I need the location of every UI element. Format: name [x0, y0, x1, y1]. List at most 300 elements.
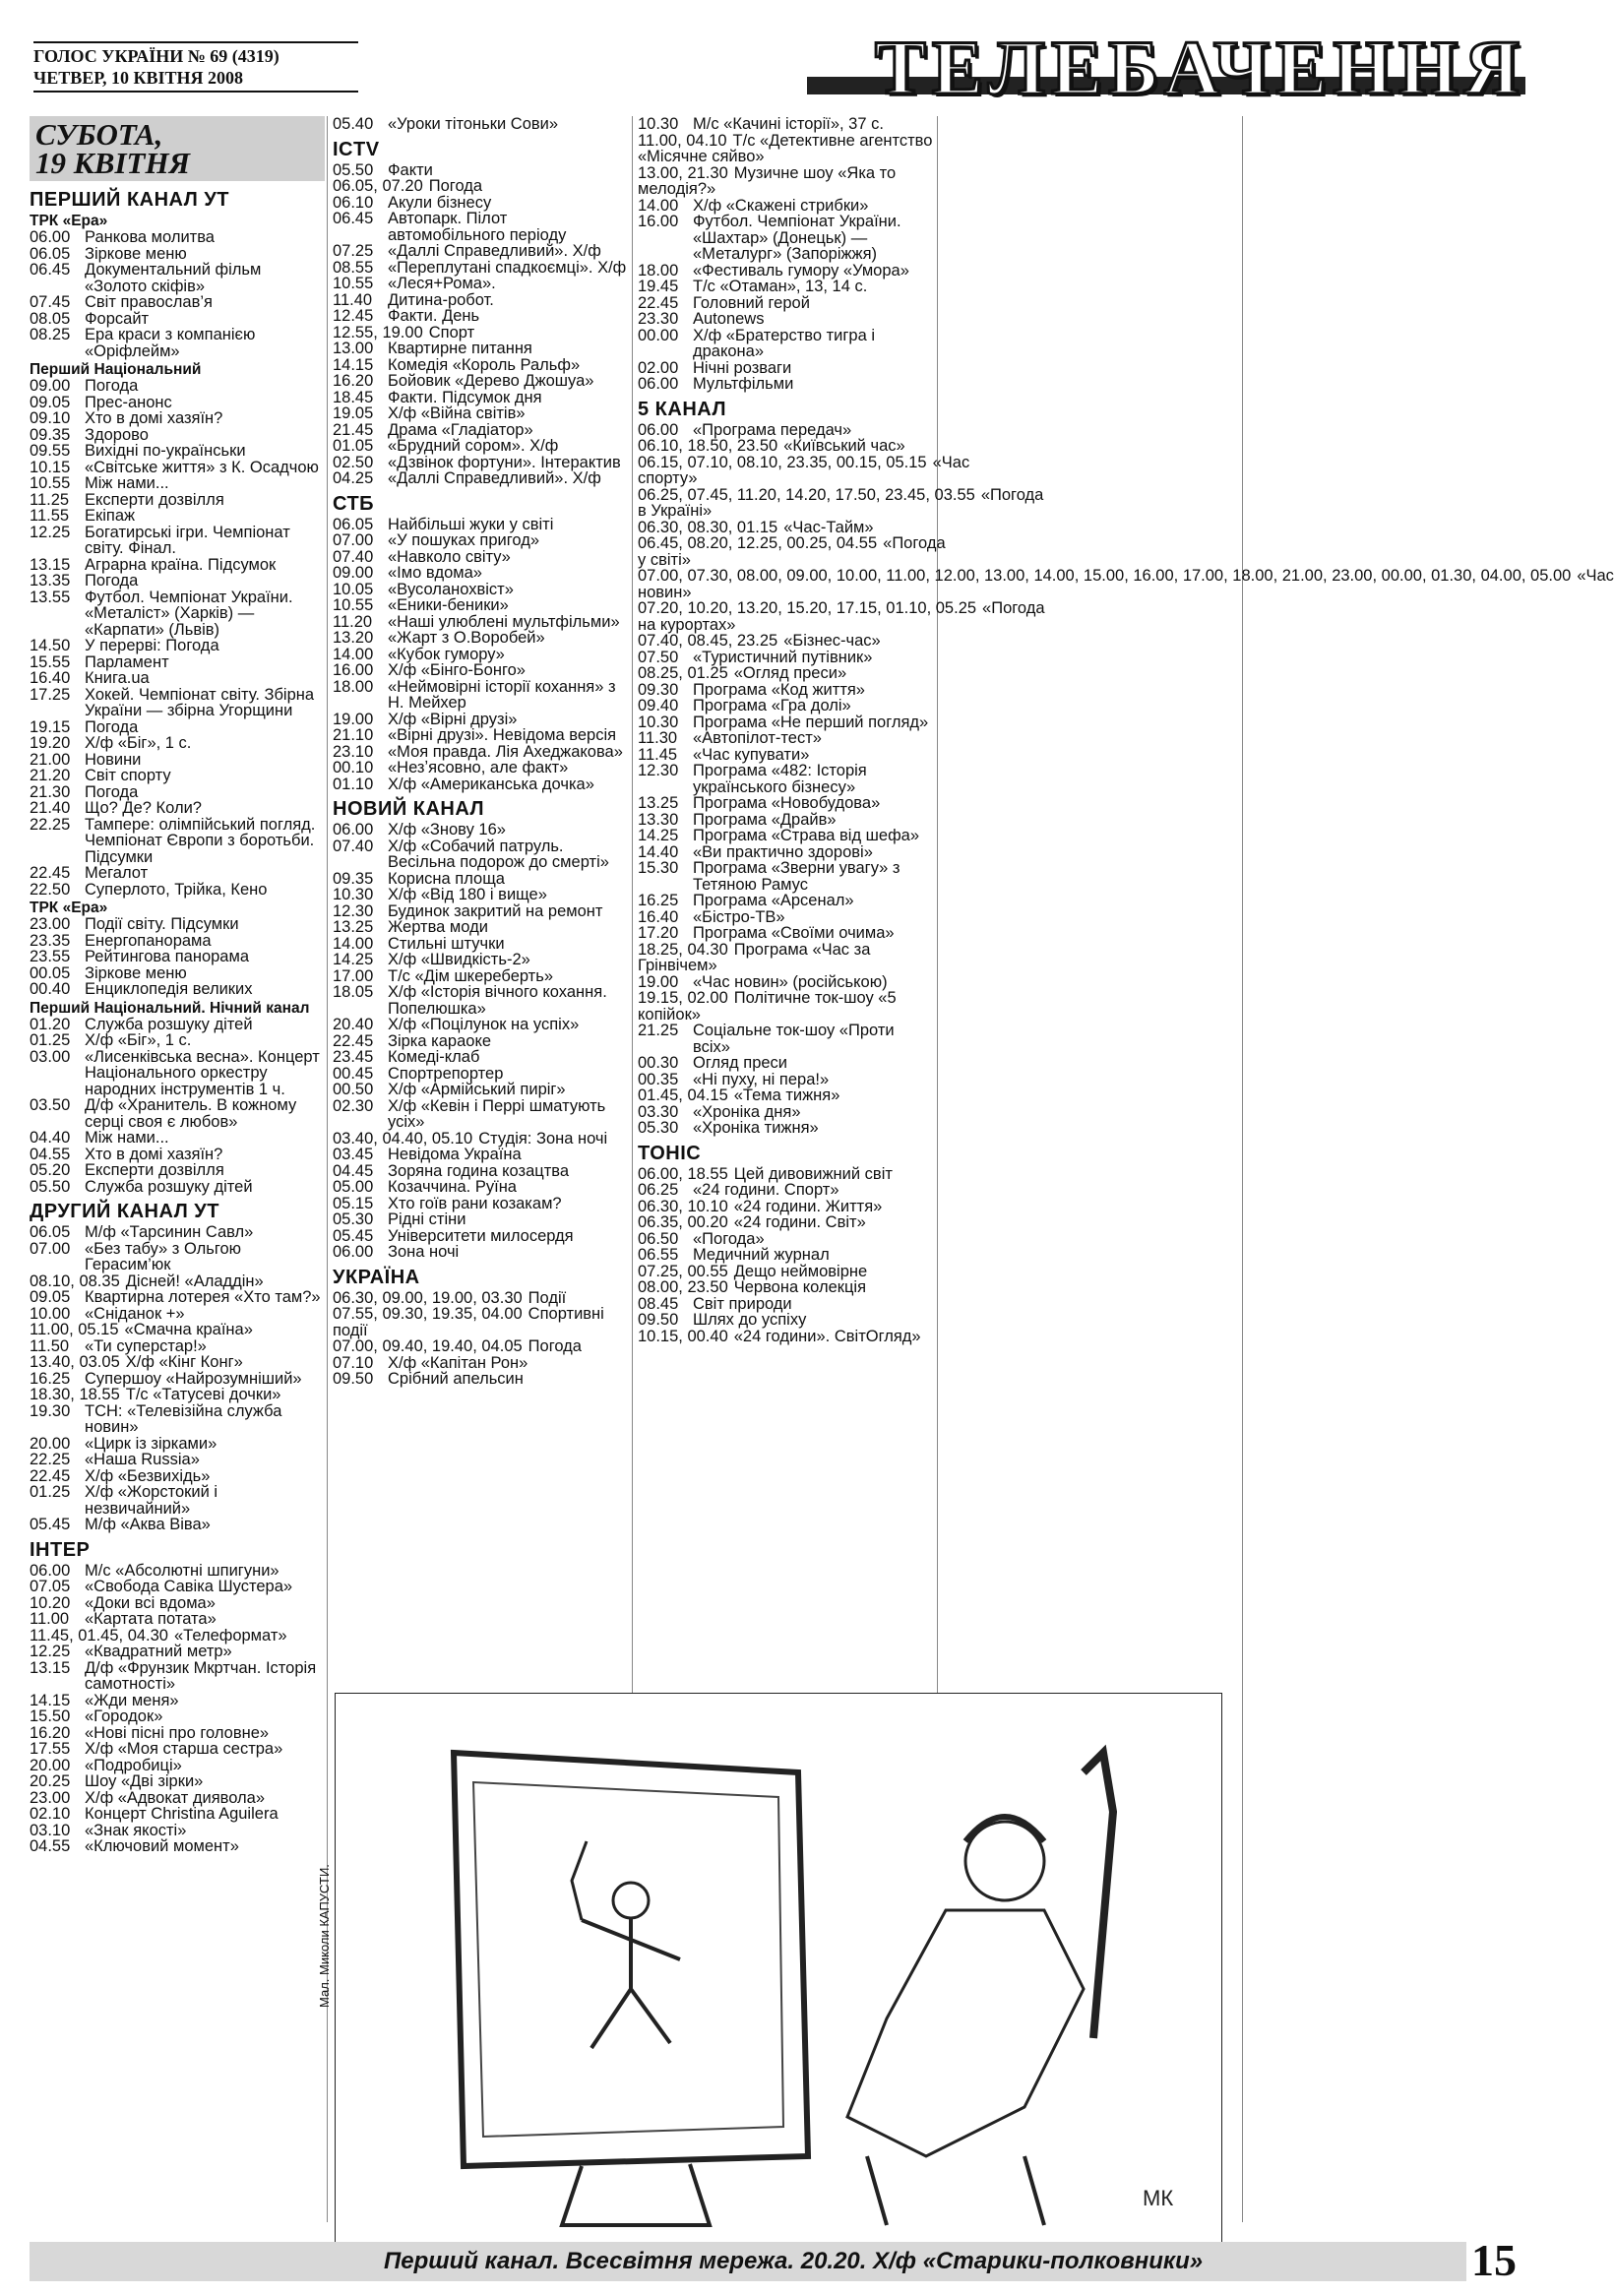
program-title: Факти. Підсумок дня	[388, 388, 542, 406]
program-time: 10.05	[333, 580, 374, 598]
schedule-row	[638, 925, 933, 942]
schedule-row	[333, 614, 628, 631]
program-title: Х/ф «Жорстокий і незвичайний»	[85, 1483, 218, 1518]
schedule-row	[638, 650, 933, 666]
schedule-row	[333, 919, 628, 936]
schedule-row	[30, 1130, 325, 1147]
program-time: 12.45	[333, 307, 374, 325]
schedule-row	[333, 390, 628, 406]
program-time: 11.45	[638, 745, 678, 764]
schedule-row	[30, 916, 325, 933]
program-time: 23.45	[333, 1048, 374, 1066]
schedule-row	[333, 822, 628, 838]
schedule-row	[333, 1179, 628, 1196]
schedule-row	[30, 508, 325, 525]
schedule-row	[30, 1452, 325, 1468]
schedule-list-2	[333, 116, 628, 1388]
schedule-row	[638, 1231, 933, 1248]
program-time: 17.20	[638, 924, 679, 942]
cartoon-drawing	[336, 1694, 1221, 2245]
program-time: 10.30	[638, 115, 679, 133]
program-title: «Погода на курортах»	[638, 599, 1045, 634]
program-title: Аграрна країна. Підсумок	[85, 555, 277, 574]
schedule-row	[30, 1838, 325, 1855]
schedule-row	[30, 1371, 325, 1388]
program-title: Х/ф «Вірні друзі»	[388, 710, 518, 728]
schedule-row	[333, 405, 628, 422]
schedule-row	[333, 276, 628, 292]
program-time: 14.40	[638, 842, 679, 861]
program-title: Зона ночі	[388, 1243, 460, 1261]
program-title: Шлях до успіху	[693, 1311, 807, 1329]
program-time: 22.25	[30, 815, 71, 834]
program-time: 03.30	[638, 1102, 679, 1121]
schedule-row	[638, 812, 933, 829]
program-time: 09.50	[638, 1311, 679, 1329]
schedule-row	[638, 1055, 933, 1072]
program-time: 07.55, 09.30, 19.35, 04.00	[333, 1305, 523, 1323]
program-time: 14.00	[333, 645, 374, 663]
program-title: «Квадратний метр»	[85, 1643, 232, 1660]
program-title: Ера краси з компанією «Оріфлейм»	[85, 326, 256, 360]
program-time: 21.00	[30, 750, 71, 769]
program-time: 20.40	[333, 1016, 374, 1033]
schedule-row	[638, 844, 933, 861]
program-title: «Погода»	[693, 1229, 765, 1248]
schedule-row	[638, 214, 933, 263]
program-title: Мультфільми	[693, 375, 794, 393]
program-time: 07.00	[333, 531, 374, 549]
program-title: «24 години. Світ»	[733, 1213, 866, 1231]
program-time: 11.00, 05.15	[30, 1321, 119, 1338]
program-title: Спортрепортер	[388, 1064, 504, 1083]
program-time: 09.00	[333, 564, 374, 582]
program-title: Д/ф «Хранитель. В кожному серці своя є любов»	[85, 1096, 297, 1131]
schedule-row	[638, 198, 933, 215]
schedule-row	[638, 698, 933, 714]
program-title: Форсайт	[85, 309, 150, 328]
program-time: 06.05	[30, 244, 71, 263]
program-time: 10.15	[30, 458, 71, 476]
program-title: Вихідні по-українськи	[85, 442, 246, 460]
schedule-row	[333, 838, 628, 871]
program-title: Події	[528, 1288, 567, 1307]
program-time: 07.40	[333, 837, 374, 855]
program-title: Бойовик «Дерево Джошуа»	[388, 372, 594, 390]
program-title: Служба розшуку дітей	[85, 1015, 253, 1033]
program-title: Х/ф «Біг», 1 с.	[85, 1031, 192, 1049]
channel-subheading: Перший Національний	[30, 361, 202, 378]
program-title: Т/с «Дім шкереберть»	[388, 966, 554, 985]
program-time: 13.00	[333, 340, 374, 357]
schedule-row	[333, 1244, 628, 1261]
program-time: 00.40	[30, 980, 71, 998]
program-title: Х/ф «Поцілунок на успіх»	[388, 1016, 580, 1033]
program-time: 02.50	[333, 453, 374, 471]
program-title: Дісней! «Аладдін»	[125, 1272, 264, 1290]
program-time: 06.05	[30, 1223, 71, 1241]
program-time: 17.00	[333, 966, 374, 985]
schedule-row	[30, 443, 325, 460]
schedule-row	[30, 1579, 325, 1595]
program-title: Дитина-робот.	[388, 290, 494, 309]
schedule-row	[638, 422, 933, 439]
program-time: 07.20, 10.20, 13.20, 15.20, 17.15, 01.10, 05.25	[638, 599, 977, 617]
schedule-row	[638, 438, 933, 455]
program-time: 13.40, 03.05	[30, 1353, 120, 1371]
program-title: Програма «Драйв»	[693, 810, 837, 829]
program-time: 23.00	[30, 1788, 71, 1807]
schedule-row	[30, 1354, 325, 1371]
program-title: М/ф «Аква Віва»	[85, 1516, 211, 1533]
schedule-row	[30, 1563, 325, 1580]
program-time: 12.25	[30, 1643, 71, 1660]
program-time: 06.30, 09.00, 19.00, 03.30	[333, 1288, 523, 1307]
schedule-row	[30, 817, 325, 866]
program-time: 16.25	[638, 892, 679, 909]
program-time: 11.25	[30, 490, 70, 509]
schedule-row	[638, 974, 933, 991]
program-title: «Жарт з О.Воробей»	[388, 629, 545, 647]
program-title: Т/с «Детективне агентство «Місячне сяйво»	[638, 131, 933, 165]
program-time: 10.30	[638, 713, 679, 731]
program-title: «Ти суперстар!»	[85, 1336, 207, 1355]
program-title: «Нові пісні про головне»	[85, 1723, 270, 1742]
program-time: 20.00	[30, 1756, 71, 1774]
program-title: Autonews	[693, 310, 765, 328]
schedule-row	[333, 116, 628, 133]
schedule-row	[333, 1082, 628, 1098]
program-title: «Неймовірні історії кохання» з Н. Мейхер	[388, 677, 616, 712]
program-time: 08.05	[30, 309, 71, 328]
program-time: 07.40, 08.45, 23.25	[638, 632, 778, 650]
schedule-row	[30, 1517, 325, 1533]
schedule-row	[333, 438, 628, 455]
schedule-row	[30, 654, 325, 671]
schedule-column-1	[30, 116, 325, 1855]
schedule-row	[333, 1163, 628, 1180]
program-title: Медичний журнал	[693, 1246, 830, 1264]
program-time: 00.10	[333, 759, 374, 776]
program-time: 05.45	[30, 1516, 71, 1533]
schedule-row	[333, 1098, 628, 1131]
program-title: Х/ф «Кевін і Перрі шматують усіх»	[388, 1096, 606, 1131]
program-time: 16.20	[333, 372, 374, 390]
program-title: «Картата потата»	[85, 1610, 217, 1628]
program-title: Футбол. Чемпіонат України. «Металіст» (Харків) — «Карпати» (Львів)	[85, 588, 293, 639]
program-time: 13.25	[638, 794, 679, 812]
program-time: 06.05, 07.20	[333, 177, 423, 195]
program-title: Червона колекція	[733, 1278, 867, 1296]
program-title: «Час спорту»	[638, 453, 970, 487]
program-time: 13.35	[30, 572, 71, 590]
schedule-row	[30, 949, 325, 965]
program-title: Х/ф «Братерство тигра і дракона»	[693, 326, 876, 360]
program-time: 10.55	[333, 275, 374, 292]
program-time: 06.00	[30, 228, 71, 246]
schedule-row	[333, 243, 628, 260]
program-title: М/ф «Тарсинин Савл»	[85, 1223, 254, 1241]
program-title: «Леся+Рома».	[388, 275, 496, 292]
schedule-row	[638, 520, 933, 536]
program-time: 23.55	[30, 948, 71, 965]
program-time: 06.30, 08.30, 01.15	[638, 518, 778, 536]
program-time: 05.20	[30, 1161, 71, 1179]
schedule-row	[638, 1166, 933, 1183]
channel-name: ICTV	[333, 138, 380, 160]
program-time: 01.25	[30, 1483, 71, 1501]
schedule-row	[333, 162, 628, 179]
program-time: 05.30	[333, 1210, 374, 1228]
program-title: «Фестиваль гумору «Умора»	[693, 261, 909, 279]
program-title: Між нами...	[85, 1129, 169, 1147]
program-time: 03.10	[30, 1821, 71, 1839]
program-time: 22.25	[30, 1451, 71, 1468]
schedule-row	[638, 133, 933, 165]
schedule-row	[30, 768, 325, 784]
program-title: Рейтингова панорама	[85, 948, 250, 965]
schedule-row	[30, 1823, 325, 1839]
program-title: «Сніданок +»	[85, 1304, 185, 1323]
schedule-row	[30, 1660, 325, 1693]
schedule-row	[30, 557, 325, 574]
program-title: Т/с «Отаман», 13, 14 с.	[693, 278, 868, 295]
program-title: «Доки всі вдома»	[85, 1593, 216, 1612]
program-title: Факти	[388, 160, 433, 179]
program-time: 19.15	[30, 717, 71, 736]
channel-name: СТБ	[333, 492, 375, 515]
program-title: Музичне шоу «Яка то мелодія?»	[638, 163, 897, 198]
program-time: 14.25	[638, 827, 679, 844]
program-time: 15.50	[30, 1707, 71, 1725]
section-title: ТЕЛЕБАЧЕННЯ	[874, 25, 1525, 110]
schedule-row	[333, 662, 628, 679]
schedule-row	[30, 865, 325, 882]
program-title: «Бістро-ТВ»	[693, 907, 785, 926]
program-time: 07.25	[333, 242, 374, 260]
schedule-row	[30, 1644, 325, 1660]
program-title: «Подробиці»	[85, 1756, 182, 1774]
program-time: 06.00	[638, 375, 679, 393]
channel-name: 5 КАНАЛ	[638, 398, 726, 420]
issue-date: ЧЕТВЕР, 10 КВІТНЯ 2008	[33, 68, 244, 88]
schedule-row	[638, 860, 933, 893]
schedule-row	[638, 942, 933, 974]
schedule-row	[30, 1289, 325, 1306]
program-title: Програма «Страва від шефа»	[693, 827, 920, 844]
program-title: «24 години. Спорт»	[693, 1181, 839, 1199]
program-title: «Телеформат»	[173, 1626, 287, 1644]
program-time: 06.25, 07.45, 11.20, 14.20, 17.50, 23.45, 03.55	[638, 485, 975, 504]
schedule-row	[638, 1120, 933, 1137]
schedule-row	[333, 1371, 628, 1388]
schedule-row	[30, 1436, 325, 1453]
schedule-row	[333, 760, 628, 776]
program-title: «Вусоланохвіст»	[388, 580, 514, 598]
program-title: Корисна площа	[388, 869, 505, 888]
program-title: Зірка караоке	[388, 1031, 492, 1050]
schedule-row	[333, 178, 628, 195]
program-title: Квартирна лотерея «Хто там?»	[85, 1288, 321, 1306]
schedule-row	[638, 599, 1045, 634]
program-title: «Кубок гумору»	[388, 645, 505, 663]
schedule-row	[333, 292, 628, 309]
program-time: 11.20	[333, 612, 373, 631]
schedule-row	[30, 1806, 325, 1823]
program-time: 07.25, 00.55	[638, 1262, 728, 1280]
program-title: Програма «482: Історія українського бізнесу»	[693, 762, 867, 796]
schedule-row	[30, 1484, 325, 1517]
program-time: 22.45	[30, 1466, 71, 1485]
program-time: 14.25	[333, 951, 374, 968]
program-title: Факти. День	[388, 307, 480, 325]
schedule-row	[333, 679, 628, 712]
program-time: 07.50	[638, 648, 679, 666]
program-time: 19.30	[30, 1401, 71, 1420]
program-title: Програма «Час за Грінвічем»	[638, 940, 871, 974]
schedule-row	[333, 565, 628, 582]
program-time: 04.25	[333, 469, 374, 487]
program-time: 16.40	[30, 669, 71, 687]
schedule-row	[333, 195, 628, 212]
program-title: «Свобода Савіка Шустера»	[85, 1578, 293, 1595]
schedule-row	[333, 968, 628, 985]
program-title: Спорт	[428, 323, 475, 341]
schedule-row	[333, 1033, 628, 1050]
schedule-row	[638, 328, 933, 360]
program-time: 23.10	[333, 742, 374, 761]
program-title: Погода	[428, 177, 483, 195]
schedule-row	[638, 682, 933, 699]
program-time: 23.35	[30, 931, 71, 950]
schedule-row	[30, 670, 325, 687]
program-time: 21.30	[30, 782, 71, 801]
program-title: «У пошуках пригод»	[388, 531, 540, 549]
schedule-row	[333, 1338, 628, 1355]
day-name: СУБОТА,	[35, 117, 163, 152]
schedule-row	[30, 246, 325, 263]
illustration-credit: Мал. Миколи КАПУСТИ.	[317, 1864, 332, 2008]
program-time: 13.20	[333, 629, 374, 647]
program-title: Хто в домі хазяїн?	[85, 409, 223, 427]
schedule-row	[638, 1264, 933, 1280]
program-title: Х/ф «Безвихідь»	[85, 1466, 211, 1485]
program-time: 22.45	[30, 864, 71, 882]
program-title: Супершоу «Найрозумніший»	[85, 1369, 302, 1388]
schedule-row	[638, 1087, 933, 1104]
schedule-row	[30, 492, 325, 509]
schedule-row	[30, 800, 325, 817]
schedule-row	[30, 294, 325, 311]
program-title: Мегалот	[85, 864, 149, 882]
schedule-row	[30, 1322, 325, 1338]
schedule-row	[638, 295, 933, 312]
program-time: 05.50	[333, 160, 374, 179]
program-title: Х/ф «Адвокат диявола»	[85, 1788, 266, 1807]
schedule-row	[30, 735, 325, 752]
schedule-row	[333, 887, 628, 903]
program-time: 01.20	[30, 1015, 71, 1033]
schedule-row	[30, 525, 325, 557]
channel-subheading: Перший Національний. Нічний канал	[30, 999, 310, 1017]
program-title: «Еники-беники»	[388, 596, 509, 614]
schedule-row	[638, 534, 946, 569]
schedule-row	[30, 1338, 325, 1355]
program-title: Х/ф «Собачий патруль. Весільна подорож до смерті»	[388, 837, 609, 871]
program-time: 06.00	[638, 420, 679, 439]
program-title: «Час новин» (російською)	[693, 972, 888, 991]
program-title: Між нами...	[85, 474, 169, 492]
schedule-row	[638, 453, 970, 487]
program-time: 10.30	[333, 886, 374, 903]
program-time: 08.25	[30, 326, 71, 343]
program-time: 07.00, 07.30, 08.00, 09.00, 10.00, 11.00, 12.00, 13.00, 14.00, 15.00, 16.00, 17.00, 18.00, 21.00, 23.00, 00.00, 01.30, 04.00, 05.00	[638, 567, 1572, 585]
schedule-row	[638, 990, 933, 1023]
program-title: «Жди меня»	[85, 1691, 179, 1709]
program-title: «Бізнес-час»	[783, 632, 881, 650]
schedule-row	[638, 1247, 933, 1264]
schedule-row	[30, 395, 325, 411]
schedule-row	[30, 1017, 325, 1033]
program-title: Програма «Код життя»	[693, 680, 865, 699]
schedule-row	[30, 638, 325, 654]
schedule-row	[333, 308, 628, 325]
schedule-row	[333, 422, 628, 439]
schedule-row	[333, 630, 628, 647]
program-title: «Час купувати»	[693, 745, 810, 764]
program-time: 16.25	[30, 1369, 71, 1388]
program-title: Погода	[528, 1337, 582, 1355]
program-time: 11.40	[333, 290, 373, 309]
program-time: 08.00, 23.50	[638, 1278, 728, 1296]
schedule-row	[638, 1104, 933, 1121]
program-time: 00.35	[638, 1070, 679, 1088]
program-title: Шоу «Дві зірки»	[85, 1772, 204, 1790]
program-title: Козаччина. Руїна	[388, 1178, 517, 1196]
schedule-row	[333, 373, 628, 390]
schedule-row	[333, 1306, 628, 1338]
program-title: Зоряна година козацтва	[388, 1161, 570, 1180]
program-title: «Програма передач»	[693, 420, 852, 439]
schedule-row	[333, 470, 628, 487]
schedule-row	[30, 378, 325, 395]
program-title: Квартирне питання	[388, 340, 532, 357]
schedule-list-1	[30, 189, 325, 1855]
program-time: 07.10	[333, 1353, 374, 1372]
program-time: 21.10	[333, 726, 374, 744]
program-title: Головний герой	[693, 293, 810, 312]
program-time: 06.45	[30, 261, 71, 279]
program-time: 18.05	[333, 983, 374, 1001]
program-time: 10.00	[30, 1304, 71, 1323]
program-time: 18.25, 04.30	[638, 940, 728, 959]
schedule-row	[30, 1595, 325, 1612]
program-title: Х/ф «Американська дочка»	[388, 775, 594, 793]
program-title: Драма «Гладіатор»	[388, 420, 533, 439]
schedule-row	[333, 1196, 628, 1212]
schedule-row	[333, 984, 628, 1017]
schedule-row	[333, 1131, 628, 1148]
column-divider	[1242, 116, 1243, 2222]
program-time: 13.55	[30, 588, 71, 606]
program-time: 03.00	[30, 1047, 71, 1066]
program-title: Світ спорту	[85, 767, 171, 784]
program-time: 13.15	[30, 555, 71, 574]
program-title: «Хроніка тижня»	[693, 1119, 819, 1137]
program-title: Футбол. Чемпіонат України. «Шахтар» (Донецьк) — «Металург» (Запоріжжя)	[693, 213, 901, 263]
program-time: 02.10	[30, 1805, 71, 1823]
program-title: Експерти дозвілля	[85, 1161, 224, 1179]
